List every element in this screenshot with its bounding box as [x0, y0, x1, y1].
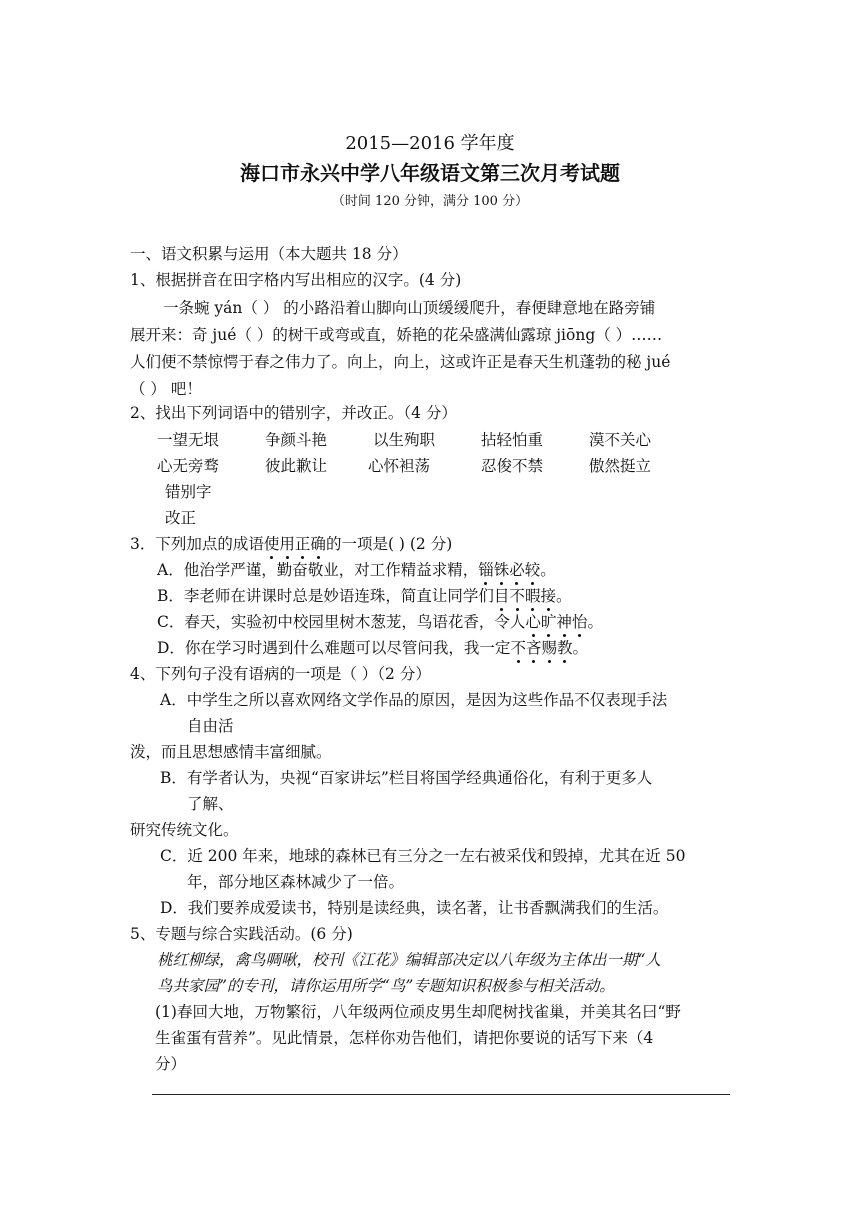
q5-subquestion-1-cont: 生雀蛋有营养”。见此情景，怎样你劝告他们，请把你要说的话写下来（4 — [155, 1029, 654, 1047]
emphasis-char: 神 — [556, 613, 572, 631]
q4-option-c-cont: 年，部分地区森林减少了一倍。 — [187, 873, 405, 891]
q4-option-a-cont: 泼，而且思想感情丰富细腻。 — [130, 743, 332, 761]
emphasis-char: 目 — [493, 587, 510, 605]
answer-line[interactable] — [152, 1094, 730, 1095]
q3-d-idiom — [510, 639, 572, 657]
section-heading: 一、语文积累与运用（本大题共 18 分） — [130, 245, 408, 263]
q2-word: 争颜斗艳 — [265, 431, 328, 449]
emphasis-char: 不 — [509, 587, 525, 605]
q4-option-c: C．近 200 年来，地球的森林已有三分之一左右被采伐和毁掉，尤其在近 50 — [160, 847, 686, 865]
q1-stem: 1、根据拼音在田字格内写出相应的汉字。(4 分) — [130, 271, 462, 289]
q5-subquestion-1: (1)春回大地，万物繁衍，八年级两位顽皮男生却爬树找雀巢，并美其名曰“野 — [155, 1003, 681, 1021]
q3-dotted-phrase — [264, 535, 326, 553]
emphasis-char: 暇 — [524, 587, 541, 605]
exam-title: 海口市永兴中学八年级语文第三次月考试题 — [240, 161, 620, 185]
q4-option-a: A．中学生之所以喜欢网络文学作品的原因，是因为这些作品不仅表现手法 — [160, 691, 668, 709]
exam-time-score: （时间 120 分钟，满分 100 分） — [331, 194, 529, 209]
q3-option-a: A．他治学严谨，勤奋敬业，对工作精益求精，锱铢必较。 — [157, 561, 556, 579]
q3-option-c: C．春天，实验初中校园里树木葱茏，鸟语花香，令人心旷神怡。 — [157, 613, 603, 631]
q3-b-idiom — [494, 587, 556, 605]
q2-word: 拈轻怕重 — [481, 431, 544, 449]
q3-option-b: B．李老师在讲课时总是妙语连珠，简直让同学们目不暇接。 — [157, 587, 572, 605]
q4-option-d: D．我们要养成爱读书，特别是读经典，读名著，让书香飘满我们的生活。 — [160, 899, 669, 917]
emphasis-char: 心 — [525, 613, 541, 631]
q2-stem: 2、找出下列词语中的错别字，并改正。（4 分） — [130, 404, 457, 422]
q1-passage-line: （ ） 吧！ — [130, 380, 202, 398]
q4-option-b-cont: 了解、 — [187, 795, 234, 813]
emphasis-char: 较 — [524, 561, 541, 579]
school-year: 2015—2016 学年度 — [345, 133, 515, 154]
emphasis-char: 教 — [556, 639, 573, 657]
emphasis-char: 用 — [279, 535, 295, 553]
q4-option-b: B．有学者认为，央视“百家讲坛”栏目将国学经典通俗化，有利于更多人 — [160, 769, 653, 787]
q2-word: 漠不关心 — [589, 431, 652, 449]
q5-stem: 5、专题与综合实践活动。(6 分) — [130, 925, 353, 943]
q3-a-idiom — [478, 561, 540, 579]
q2-word: 心怀袒荡 — [368, 457, 431, 475]
q2-fix-label: 改正 — [165, 509, 197, 527]
q3-c-idiom — [525, 613, 587, 631]
emphasis-char: 不 — [510, 639, 526, 657]
q5-intro: 桃红柳绿，禽鸟啁啾，校刊《江花》编辑部决定以八年级为主体出一期“人 — [157, 951, 661, 969]
q2-word: 以生殉职 — [373, 431, 436, 449]
q3-option-d: D．你在学习时遇到什么难题可以尽管问我，我一定不吝赐教。 — [157, 639, 589, 657]
q4-option-a-cont: 自由活 — [187, 717, 234, 735]
emphasis-char: 怡 — [571, 613, 588, 631]
emphasis-char: 锱 — [478, 561, 494, 579]
q3-stem: 3．下列加点的成语使用正确的一项是( ) (2 分) — [130, 535, 453, 553]
q2-word: 彼此歉让 — [265, 457, 328, 475]
emphasis-char: 正 — [294, 535, 311, 553]
q2-word: 忍俊不禁 — [481, 457, 544, 475]
q4-stem: 4、下列句子没有语病的一项是（ ）（2 分） — [130, 665, 431, 683]
emphasis-char: 确 — [310, 535, 326, 553]
q5-subquestion-1-cont: 分） — [155, 1055, 187, 1073]
q2-word: 傲然挺立 — [589, 457, 652, 475]
emphasis-char: 铢 — [493, 561, 510, 579]
emphasis-char: 赐 — [541, 639, 557, 657]
emphasis-char: 旷 — [540, 613, 557, 631]
q2-wrong-label: 错别字 — [165, 483, 212, 501]
q2-word: 心无旁骛 — [157, 457, 220, 475]
emphasis-char: 使 — [263, 535, 280, 553]
q1-passage-line: 展开来：奇 jué（ ）的树干或弯或直，娇艳的花朵盛满仙露琼 jiōng（ ）…… — [130, 326, 663, 344]
emphasis-char: 必 — [509, 561, 525, 579]
emphasis-char: 吝 — [525, 639, 542, 657]
q1-passage-line: 人们便不禁惊愕于春之伟力了。向上，向上，这或许正是春天生机蓬勃的秘 jué — [130, 353, 671, 371]
q4-option-b-cont: 研究传统文化。 — [130, 821, 239, 839]
emphasis-char: 接 — [540, 587, 556, 605]
q5-intro: 鸟共家园”的专刊，请你运用所学“鸟”专题知识积极参与相关活动。 — [157, 977, 615, 995]
q2-word: 一望无垠 — [157, 431, 220, 449]
q1-passage-line: 一条蜿 yán（ ） 的小路沿着山脚向山顶缓缓爬升，春便肆意地在路旁铺 — [163, 299, 656, 317]
